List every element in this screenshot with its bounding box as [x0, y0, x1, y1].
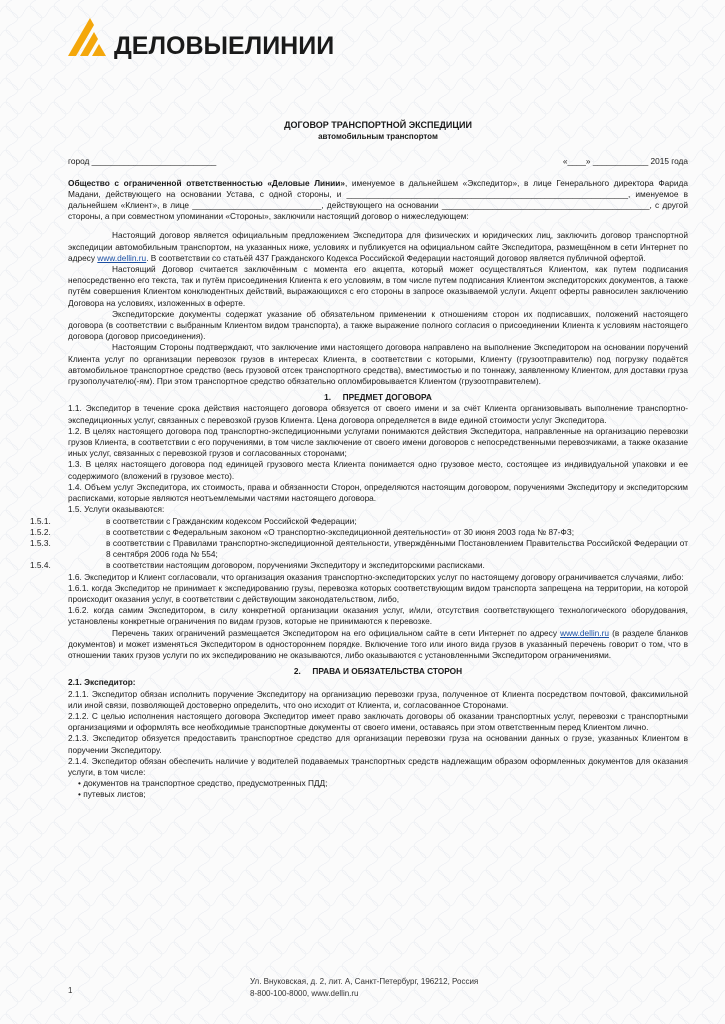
clause-1-5-2: 1.5.2. в соответствии с Федеральным законом «О транспортно-экспедиционной деятельности» от 30 июня 2003 года № 87-ФЗ; — [30, 526, 575, 537]
bullet-item: • документов на транспортное средство, предусмотренных ПДД; — [78, 778, 328, 789]
bullet-item: • путевых листов; — [78, 789, 146, 800]
doc-title: ДОГОВОР ТРАНСПОРТНОЙ ЭКСПЕДИЦИИ — [284, 120, 472, 130]
site-link-2[interactable]: www.dellin.ru — [560, 627, 609, 638]
clause-1-5: 1.5. Услуги оказываются: — [68, 504, 165, 515]
clause-1-2: 1.2. В целях настоящего договора под транспортно-экспедиционными услугами понимаются действия Экспедитора, направленные на организацию перевозки грузов Клиента, в соответствии с его поручениями, в том числе заключение от своего имени договоров с непосредственными перевозчиками, а также оказание иных услуг, связанных с перевозкой грузов и согласованных сторонами; — [68, 425, 688, 459]
section-2-heading: 2. ПРАВА И ОБЯЗАТЕЛЬСТВА СТОРОН — [293, 666, 463, 677]
clause-1-3: 1.3. В целях настоящего договора под единицей грузового места Клиента понимается одно грузовое место, состоящее из индивидуальной упаковки и ее содержимого (вложений в грузовое место). — [68, 459, 688, 481]
clause-2-1-4: 2.1.4. Экспедитор обязан обеспечить наличие у водителей подаваемых транспортных средств надлежащим образом оформленных документов для оказания услуги, в том числе: — [68, 755, 688, 777]
doc-subtitle: автомобильным транспортом — [318, 132, 438, 142]
clause-1-6: 1.6. Экспедитор и Клиент согласовали, что организация оказания транспортно-экспедиторских услуг по настоящему договору ограничивается случаями, либо: — [68, 571, 684, 582]
company-name: Общество с ограниченной ответственностью «Деловые Линии» — [68, 177, 345, 188]
page-number: 1 — [68, 986, 73, 995]
footer-address: Ул. Внуковская, д. 2, лит. А, Санкт-Петербург, 196212, Россия 8-800-100-8000, www.dellin.ru — [250, 977, 479, 998]
clause-1-5-1: 1.5.1. в соответствии с Гражданским кодексом Российской Федерации; — [30, 515, 357, 526]
date-field: «____» ____________ 2015 года — [562, 156, 688, 167]
clause-2-1-1: 2.1.1. Экспедитор обязан исполнить поручение Экспедитору на организацию перевозки груза, полученное от Клиента посредством почтовой, факсимильной или иной связи, позволяющей достоверно определить, что оно исходит от Клиента, и, согласованное Сторонами. — [68, 688, 688, 710]
clause-1-5-3: 1.5.3. в соответствии с Правилами транспортно-экспедиционной деятельности, утверждёнными Постановлением Правительства Российской Федерации от 8 сентября 2006 года № 554; — [30, 537, 688, 560]
clause-1-6-2: 1.6.2. когда самим Экспедитором, в силу конкретной организации оказания услуг, и/или, отсутствия соответствующего технологического оборудования, установлены конкретные ограничения по видам грузов, которые не принимаются к перевозке. — [68, 605, 688, 627]
clause-2-1: 2.1. Экспедитор: — [68, 677, 136, 688]
city-field: город ___________________________ — [68, 156, 217, 167]
parties-paragraph: Общество с ограниченной ответственностью «Деловые Линии», именуемое в дальнейшем «Экспедитор», в лице Генерального директора Фарида Мадани, действующего на основании Устава, с одной стороны, и _____________________________________________________________, именуемое в дальнейшем «Клиент», в лице ____________________________, действующего на основании _____________________________________________, с другой стороны, а при совместном упоминании «Стороны», заключили настоящий договор о нижеследующем: — [68, 177, 688, 222]
footer-contacts: 8-800-100-8000, www.dellin.ru — [250, 989, 359, 998]
clause-1-1: 1.1. Экспедитор в течение срока действия настоящего договора обязуется от своего имени и за счёт Клиента организовывать выполнение транспортно-экспедиционных услуг, связанных с перевозкой грузов Клиента. Цена договора определяется в виде единой стоимости услуг Экспедитора. — [68, 403, 688, 425]
clause-2-1-2: 2.1.2. С целью исполнения настоящего договора Экспедитор имеет право заключать договоры об оказании транспортных услуг, перевозки с транспортными организациями и оформлять все необходимые транспортные документы от своего имени, оставаясь при этом ответственным перед Клиентом лично. — [68, 710, 688, 733]
intro-paragraph-4: Настоящим Стороны подтверждают, что заключение ими настоящего договора направлено на выполнение Экспедитором на основании поручений Клиента услуг по организации перевозок грузов в интересах Клиента, в соответствии с которыми, Клиенту (грузоотправителю) под погрузку подаётся автомобильное транспортное средство (весь грузовой отсек транспортного средства), вместимостью и по тоннажу, заявленному Клиентом, для доставки груза грузополучателю(-ям). При этом транспортное средство обязательно опломбировывается Клиентом (грузоотправителем). — [68, 342, 688, 387]
clause-1-4: 1.4. Объем услуг Экспедитора, их стоимость, права и обязанности Сторон, определяются настоящим договором, поручениями Экспедитору и экспедиторским расписками, которые являются неотъемлемыми частями настоящего договора. — [68, 481, 688, 504]
intro-paragraph-3: Экспедиторские документы содержат указание об обязательном применении к отношениям сторон их подписавших, положений настоящего договора (в соответствии с выбранным Клиентом видом транспорта), а также выражение полного согласия о присоединении Клиента к условиям настоящего договора (договор присоединения). — [68, 308, 688, 342]
intro-paragraph-2: Настоящий Договор считается заключённым с момента его акцепта, который может осуществляться Клиентом, как путем подписания непосредственно его текста, так и путём присоединения Клиента к его условиям, в том числе путем подписания Клиентом экспедиторских документов, а также путём совершения Клиентом конклюдентных действий, выражающихся с его стороны в запросе оказываемой услуги. Акцепт оферты равносилен заключению Договора на условиях, изложенных в оферте. — [68, 264, 688, 308]
clause-2-1-3: 2.1.3. Экспедитор обязуется предоставить транспортное средство для организации перевозки груза на основании данных о грузе, указанных Клиентом в поручении Экспедитору. — [68, 733, 688, 755]
company-logo — [68, 16, 338, 62]
clause-1-5-4: 1.5.4. в соответствии настоящим договором, поручениями Экспедитору и экспедиторскими расписками. — [30, 560, 485, 571]
restrictions-paragraph: Перечень таких ограничений размещается Экспедитором на его официальном сайте в сети Интернет по адресу www.dellin.ru (в разделе бланков документов) и может изменяться Экспедитором в одностороннем порядке. Включение того или иного вида грузов в указанный перечень говорит о том, что в отношении таких грузов услуги по их экспедированию не оказываются, либо оказываются с установленными Экспедитором ограничениями. — [68, 627, 689, 660]
intro-paragraph-1: Настоящий договор является официальным предложением Экспедитора для физических и юридических лиц, заключить договор транспортной экспедиции автомобильным транспортом, на указанных ниже, условиях и публикуется на официальном сайте Экспедитора, размещённом в сети Интернет по адресу www.dellin.ru. В соответствии со статьёй 437 Гражданского Кодекса Российской Федерации настоящий договор является публичной офертой. — [68, 230, 688, 263]
logo-mark-icon — [68, 18, 106, 56]
document-body — [30, 120, 689, 801]
section-1-heading: 1. ПРЕДМЕТ ДОГОВОРА — [324, 392, 432, 403]
city-date-line — [68, 156, 688, 167]
clause-1-6-1: 1.6.1. когда Экспедитор не принимает к экспедированию грузы, перевозка которых соответствующим видом транспорта запрещена на территории, на которой происходит оказания услуг, в соответствии с действующим законодательством, либо, — [68, 582, 688, 604]
site-link[interactable]: www.dellin.ru — [97, 252, 147, 263]
logo-text: ДЕЛОВЫЕЛИНИИ — [114, 32, 335, 60]
